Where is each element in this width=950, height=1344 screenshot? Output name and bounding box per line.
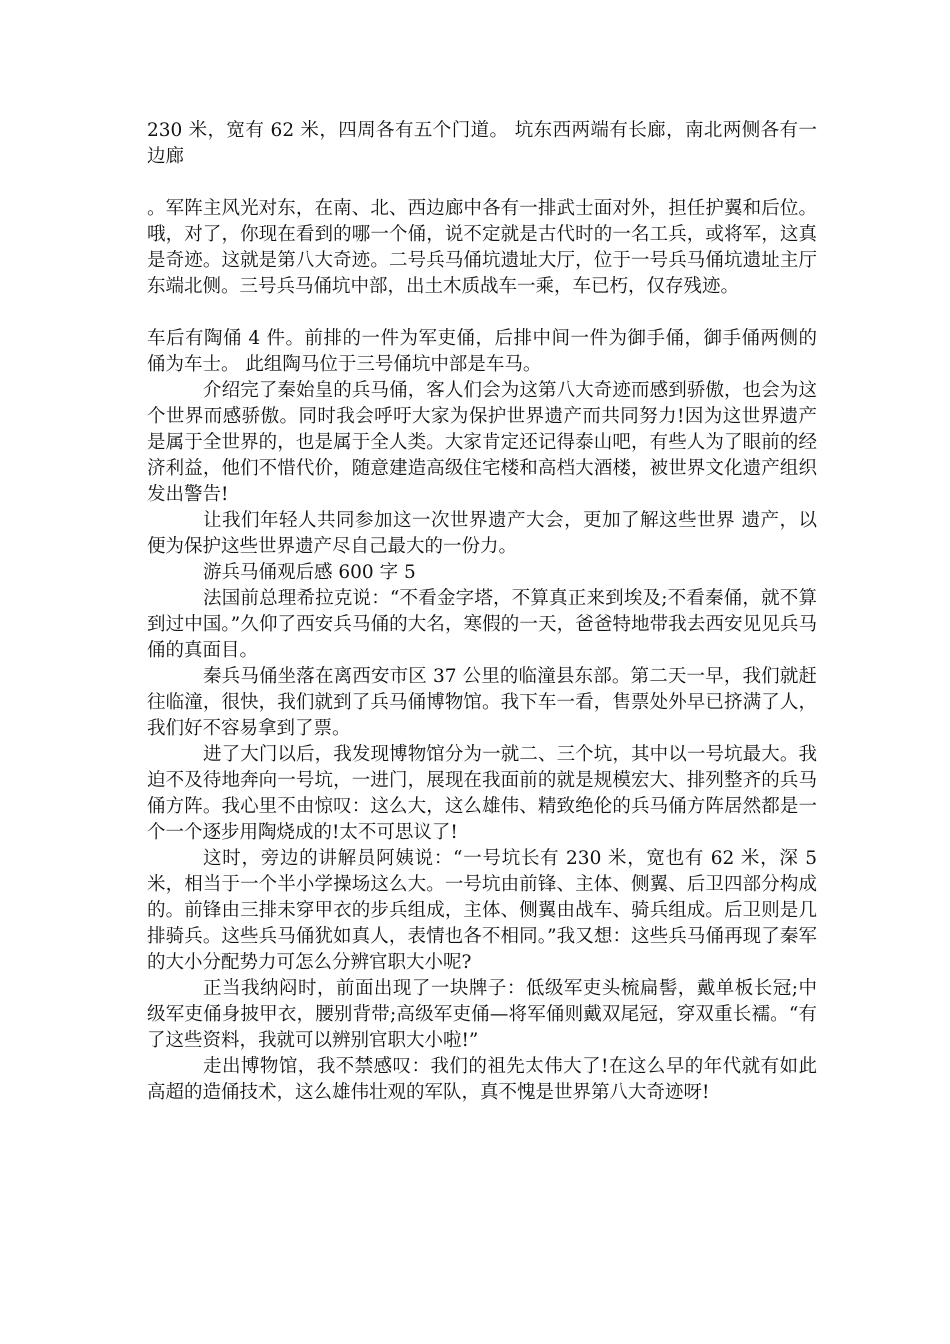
document-body	[147, 118, 817, 1106]
paragraph-8: 进了大门以后，我发现博物馆分为一就二、三个坑，其中以一号坑最大。我迫不及待地奔向一号坑，一进门，展现在我面前的就是规模宏大、排列整齐的兵马俑方阵。我心里不由惊叹：这么大，这么雄伟、精致绝伦的兵马俑方阵居然都是一个一个逐步用陶烧成的!太不可思议了!	[147, 744, 817, 843]
paragraph-11: 走出博物馆，我不禁感叹：我们的祖先太伟大了!在这么早的年代就有如此高超的造俑技术，这么雄伟壮观的军队，真不愧是世界第八大奇迹呀!	[147, 1056, 817, 1103]
paragraph-4: 介绍完了秦始皇的兵马俑，客人们会为这第八大奇迹而感到骄傲，也会为这个世界而感骄傲。同时我会呼吁大家为保护世界遗产而共同努力!因为这世界遗产是属于全世界的，也是属于全人类。大家肯定还记得泰山吧，有些人为了眼前的经济利益，他们不惜代价，随意建造高级住宅楼和高档大酒楼，被世界文化遗产组织发出警告!	[147, 380, 817, 505]
paragraph-7: 秦兵马俑坐落在离西安市区 37 公里的临潼县东部。第二天一早，我们就赶往临潼，很快，我们就到了兵马俑博物馆。我下车一看，售票处外早已挤满了人，我们好不容易拿到了票。	[147, 666, 817, 739]
section-title: 游兵马俑观后感 600 字 5	[203, 562, 416, 583]
paragraph-3: 车后有陶俑 4 件。前排的一件为军吏俑，后排中间一件为御手俑，御手俑两侧的俑为车士。 此组陶马位于三号俑坑中部是车马。	[147, 328, 817, 375]
paragraph-gap	[147, 300, 817, 326]
paragraph-gap	[147, 170, 817, 196]
paragraph-6: 法国前总理希拉克说：“不看金字塔，不算真正来到埃及;不看秦俑，就不算到过中国。”久仰了西安兵马俑的大名，寒假的一天，爸爸特地带我去西安见见兵马俑的真面目。	[147, 588, 817, 661]
paragraph-5: 让我们年轻人共同参加这一次世界遗产大会，更加了解这些世界 遗产，以便为保护这些世界遗产尽自己最大的一份力。	[147, 510, 817, 557]
paragraph-9: 这时，旁边的讲解员阿姨说：“一号坑长有 230 米，宽也有 62 米，深 5 米，相当于一个半小学操场这么大。一号坑由前锋、主体、侧翼、后卫四部分构成的。前锋由三排未穿甲衣的步兵组成，主体、侧翼由战车、骑兵组成。后卫则是几排骑兵。这些兵马俑犹如真人，表情也各不相同。”我又想：这些兵马俑再现了秦军的大小分配势力可怎么分辨官职大小呢?	[147, 848, 817, 973]
paragraph-2: 。军阵主风光对东，在南、北、西边廊中各有一排武士面对外，担任护翼和后位。哦，对了，你现在看到的哪一个俑，说不定就是古代时的一名工兵，或将军，这真是奇迹。这就是第八大奇迹。二号兵马俑坑遗址大厅，位于一号兵马俑坑遗址主厅东端北侧。三号兵马俑坑中部，出土木质战车一乘，车已朽，仅存残迹。	[147, 198, 817, 297]
paragraph-10: 正当我纳闷时，前面出现了一块牌子：低级军吏头梳扁髻，戴单板长冠;中级军吏俑身披甲衣，腰别背带;高级军吏俑—将军俑则戴双尾冠，穿双重长襦。“有了这些资料，我就可以辨别官职大小啦!”	[147, 978, 817, 1051]
paragraph-1: 230 米，宽有 62 米，四周各有五个门道。 坑东西两端有长廊，南北两侧各有一边廊	[147, 120, 817, 167]
